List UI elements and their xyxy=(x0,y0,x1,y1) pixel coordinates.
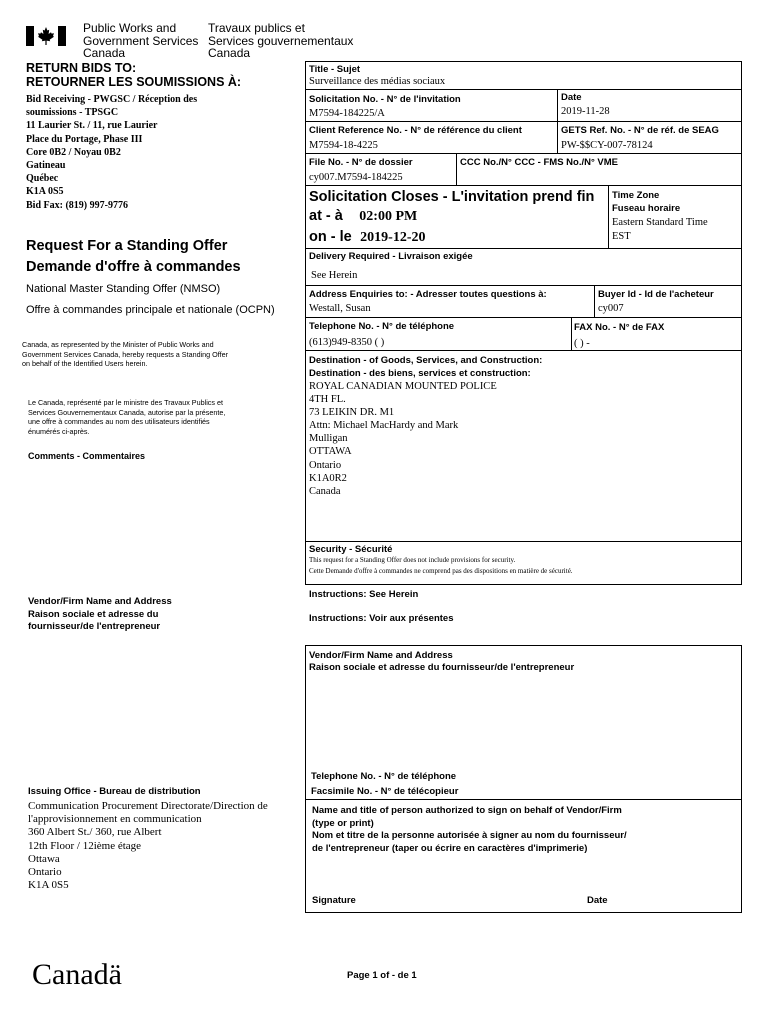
issuing-office-address: Communication Procurement Directorate/Direction de l'approvisionnement en communication 360 Albert St./ 360, rue Albert 12th Floor / 12ième étage Ottawa Ontario K1A 0S5 xyxy=(28,800,268,892)
instructions-fr: Instructions: Voir aux présentes xyxy=(309,613,454,624)
issuing-office-label: Issuing Office - Bureau de distribution xyxy=(28,786,201,797)
return-address: Bid Receiving - PWGSC / Réception des soumissions - TPSGC 11 Laurier St. / 11, rue Laurier Place du Portage, Phase III Core 0B2 / Noyau 0B2 Gatineau Québec K1A 0S5 Bid Fax: (819) 997-9776 xyxy=(26,94,198,211)
signature-field[interactable]: Signature xyxy=(312,895,356,906)
date-field: Date 2019-11-28 xyxy=(561,92,610,117)
gc-flag-logo xyxy=(26,26,66,46)
comments-label: Comments - Commentaires xyxy=(28,451,146,461)
time-zone-field: Time Zone Fuseau horaire Eastern Standard Time EST xyxy=(612,190,708,242)
file-number-field: File No. - N° de dossier cy007.M7594-184225 xyxy=(309,157,413,183)
page-number: Page 1 of - de 1 xyxy=(347,970,417,981)
destination-field: Destination - of Goods, Services, and Construction: Destination - des biens, services et construction: ROYAL CANADIAN MOUNTED POLICE 4TH FL. 73 LEIKIN DR. M1 Attn: Michael MacHardy and Mark Mulligan OTTAWA Ontario K1A0R2 Canada xyxy=(309,355,543,497)
department-name-fr: Travaux publics et Services gouvernementaux Canada xyxy=(208,21,354,60)
security-field: Security - Sécurité This request for a Standing Offer does not include provisions for security. Cette Demande d'offre à commandes ne comprend pas des dispositions en matière de sécurité. xyxy=(309,544,573,575)
title-field: Title - Sujet Surveillance des médias sociaux xyxy=(309,64,446,87)
signature-date-field[interactable]: Date xyxy=(587,895,608,906)
maple-leaf-icon xyxy=(37,26,55,46)
buyer-id-field: Buyer Id - Id de l'acheteur cy007 xyxy=(598,289,714,314)
rfso-title: Request For a Standing Offer Demande d'offre à commandes xyxy=(26,238,241,275)
solicitation-number-field: Solicitation No. - N° de l'invitation M7594-184225/A xyxy=(309,94,461,119)
delivery-required-field: Delivery Required - Livraison exigée See Herein xyxy=(309,251,473,281)
gets-reference-field: GETS Ref. No. - N° de réf. de SEAG PW-$$CY-007-78124 xyxy=(561,125,719,151)
solicitation-closes-field: Solicitation Closes - L'invitation prend fin at - à 02:00 PM on - le 2019-12-20 xyxy=(309,189,595,245)
ocpn-label: Offre à commandes principale et nationale (OCPN) xyxy=(26,304,275,316)
vendor-telephone-field[interactable]: Telephone No. - N° de téléphone xyxy=(311,771,457,782)
authorized-person-field[interactable]: Name and title of person authorized to sign on behalf of Vendor/Firm (type or print) Nom et titre de la personne autorisée à signer au nom du fournisseur/ de l'entrepreneur (taper ou écrire en caractères d'imprimerie) xyxy=(312,805,627,854)
vendor-name-address-field[interactable]: Vendor/Firm Name and Address Raison sociale et adresse du fournisseur/de l'entrepreneur xyxy=(309,650,575,673)
canada-wordmark: Canadä xyxy=(32,958,122,991)
fax-field: FAX No. - N° de FAX ( ) - xyxy=(574,322,665,349)
telephone-field: Telephone No. - N° de téléphone (613)949-8350 ( ) xyxy=(309,321,455,348)
address-enquiries-field: Address Enquiries to: - Adresser toutes questions à: Westall, Susan xyxy=(309,289,547,314)
vendor-facsimile-field[interactable]: Facsimile No. - N° de télécopieur xyxy=(311,786,459,797)
nmso-label: National Master Standing Offer (NMSO) xyxy=(26,283,221,295)
return-bids-title: RETURN BIDS TO: RETOURNER LES SOUMISSIONS À: xyxy=(26,61,242,89)
department-name-en: Public Works and Government Services Canada xyxy=(83,21,199,60)
instructions-en: Instructions: See Herein xyxy=(309,589,419,600)
request-paragraph-en: Canada, as represented by the Minister of Public Works and Government Services Canada, hereby requests a Standing Offer on behalf of the Identified Users herein. xyxy=(22,340,229,368)
client-reference-field: Client Reference No. - N° de référence du client M7594-18-4225 xyxy=(309,125,522,151)
vendor-label-left: Vendor/Firm Name and Address Raison sociale et adresse du fournisseur/de l'entrepreneur xyxy=(28,596,172,632)
request-paragraph-fr: Le Canada, représenté par le ministre des Travaux Publics et Services Gouvernementaux Canada, autorise par la présente, une offre à commandes au nom des utilisateurs identifiés énumérés ci-après. xyxy=(28,398,226,436)
ccc-number-field: CCC No./N° CCC - FMS No./N° VME xyxy=(460,157,619,168)
